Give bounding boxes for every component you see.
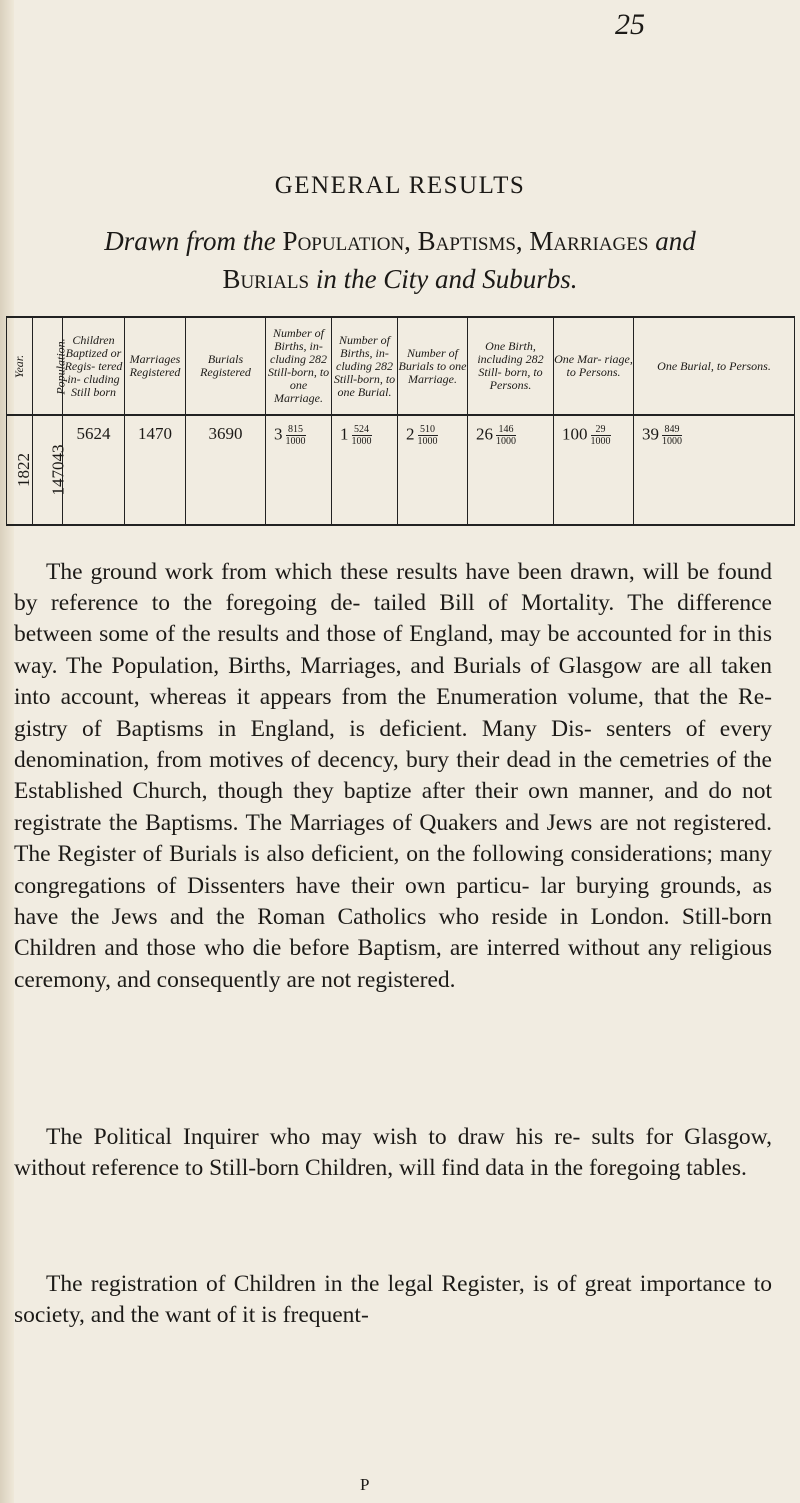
page-heading: GENERAL RESULTS	[274, 172, 526, 199]
subtitle-conj: and	[655, 226, 696, 256]
header-row	[7, 317, 795, 415]
cell-population: 147043	[33, 415, 63, 525]
cell-births-per-burial: 1 $\frac{524}{1000}$	[332, 415, 398, 525]
cell-marriage-ratio: 100 $\frac{29}{1000}$	[554, 415, 634, 525]
cell-year: 1822	[7, 415, 33, 525]
cell-marriages: 1470	[125, 415, 186, 525]
page-number: 25	[615, 8, 645, 41]
table-row	[7, 415, 795, 525]
header-marriages: Marriages Registered	[125, 317, 186, 415]
header-birth-ratio: One Birth, including 282 Still- born, to Persons.	[468, 317, 554, 415]
header-burial-ratio: One Burial, to Persons.	[634, 317, 795, 415]
cell-burials: 3690	[186, 415, 266, 525]
subtitle-trail: in the City and Suburbs.	[315, 264, 578, 294]
header-marriage-ratio: One Mar- riage, to Persons.	[554, 317, 634, 415]
cell-burial-ratio: 39 $\frac{849}{1000}$	[634, 415, 795, 525]
subtitle-topic2: Burials	[222, 264, 310, 294]
paragraph-ground-work: The ground work from which these results have been drawn, will be found by reference to the foregoing de- tailed Bill of Mortality. The difference between some of the results and those of England, may be accounted for in this way. The Population, Births, Marriages, and Burials of Glasgow are all taken into account, whereas it appears from the Enumeration volume, that the Re- gistry of Baptisms in England, is deficient. Many Dis- senters of every denomination, from motives of decency, bury their dead in the cemetries of the Established Church, though they baptize after their own manner, and do not registrate the Baptisms. The Marriages of Quakers and Jews are not registered. The Register of Burials is also deficient, on the following considerations; many congregations of Dissenters have their own particu- lar burying grounds, as have the Jews and the Roman Catholics who reside in London. Still-born Children and those who die before Baptism, are interred without any religious ceremony, and consequently are not registered.	[14, 558, 772, 993]
page-subtitle	[20, 222, 780, 298]
header-births-per-burial: Number of Births, in- cluding 282 Still-born, to one Burial.	[332, 317, 398, 415]
page-binding-edge	[0, 0, 14, 1503]
paragraph-political-inquirer: The Political Inquirer who may wish to draw his re- sults for Glasgow, without reference to Still-born Children, will find data in the foregoing tables.	[14, 1123, 772, 1181]
cell-children: 5624	[63, 415, 125, 525]
cell-burials-per-marriage: 2 $\frac{510}{1000}$	[398, 415, 468, 525]
header-burials-per-marriage: Number of Burials to one Marriage.	[398, 317, 468, 415]
cell-births-per-marriage: 3 $\frac{815}{1000}$	[266, 415, 332, 525]
header-year: Year.	[7, 317, 33, 415]
results-table	[6, 316, 795, 526]
header-births-per-marriage: Number of Births, in- cluding 282 Still-born, to one Marriage.	[266, 317, 332, 415]
header-population: Population.	[33, 317, 63, 415]
cell-birth-ratio: 26 $\frac{146}{1000}$	[468, 415, 554, 525]
header-children: Children Baptized or Regis- tered in- cluding Still born	[63, 317, 125, 415]
header-burials: Burials Registered	[186, 317, 266, 415]
paragraph-registration: The registration of Children in the legal Register, is of great importance to society, and the want of it is frequent-	[14, 1270, 772, 1328]
subtitle-topics: Population, Baptisms, Marriages	[282, 226, 649, 256]
signature-mark: P	[360, 1475, 370, 1494]
subtitle-lead: Drawn from the	[104, 226, 276, 256]
